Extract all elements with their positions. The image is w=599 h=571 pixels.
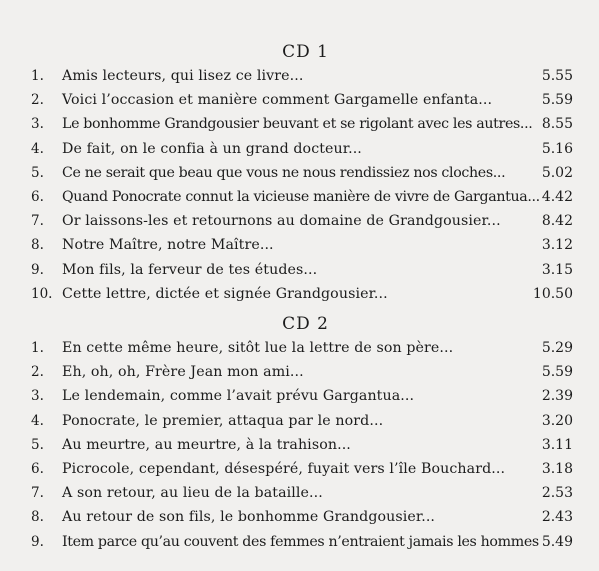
track-duration: 5.02 [541,164,573,181]
track-title: De fait, on le confia à un grand docteur... [62,140,362,157]
track-duration: 10.50 [532,285,573,302]
track-duration: 3.20 [541,412,573,429]
track-title: Picrocole, cependant, désespéré, fuyait vers l’île Bouchard... [62,460,506,477]
track-number: 3. [31,388,44,405]
track-number: 4. [31,412,44,429]
track-row [0,505,599,529]
track-title: Mon fils, la ferveur de tes études... [62,261,318,278]
track-title: Or laissons-les et retournons au domaine de Grandgousier... [62,213,501,230]
track-duration: 2.53 [541,485,573,502]
track-row [0,161,599,185]
track-row [0,233,599,257]
track-title: Le lendemain, comme l’avait prévu Gargantua... [62,388,415,405]
track-title: Au meurtre, au meurtre, à la trahison... [62,436,351,453]
track-duration: 5.29 [541,340,573,356]
track-row [0,384,599,408]
track-number: 7. [31,213,44,230]
track-duration: 5.59 [541,364,573,381]
track-row [0,64,599,88]
track-duration: 5.49 [541,533,573,550]
track-number: 7. [31,485,44,502]
track-row [0,88,599,112]
track-row [0,481,599,505]
track-number: 8. [31,237,44,254]
cd2-track-list [0,336,599,554]
track-number: 5. [31,164,44,181]
track-duration: 3.15 [541,261,573,278]
track-duration: 3.12 [541,237,573,254]
track-number: 9. [31,261,44,278]
track-number: 5. [31,436,44,453]
track-title: Ce ne serait que beau que vous ne nous rendissiez nos cloches... [62,164,506,181]
track-title: Eh, oh, oh, Frère Jean mon ami... [62,364,304,381]
track-number: 9. [31,533,44,550]
track-title: En cette même heure, sitôt lue la lettre de son père... [62,340,454,356]
track-row [0,137,599,161]
track-number: 1. [31,68,44,84]
track-row [0,282,599,306]
track-duration: 8.42 [541,213,573,230]
track-number: 8. [31,509,44,526]
track-number: 4. [31,140,44,157]
track-duration: 3.18 [541,460,573,477]
track-title: Amis lecteurs, qui lisez ce livre... [62,68,304,84]
track-row [0,433,599,457]
track-duration: 8.55 [541,116,573,133]
track-duration: 5.16 [541,140,573,157]
track-duration: 3.11 [541,436,573,453]
cd2-section [0,312,599,554]
track-number: 1. [31,340,44,356]
track-duration: 2.39 [541,388,573,405]
track-duration: 5.55 [541,68,573,84]
track-title: Item parce qu’au couvent des femmes n’entraient jamais les hommes [62,533,539,550]
track-title: Le bonhomme Grandgousier beuvant et se rigolant avec les autres... [62,116,533,133]
track-title: A son retour, au lieu de la bataille... [62,485,323,502]
track-title: Notre Maître, notre Maître... [62,237,274,254]
track-duration: 5.59 [541,92,573,109]
track-number: 2. [31,364,44,381]
track-number: 10. [31,285,53,302]
track-title: Au retour de son fils, le bonhomme Grandgousier... [62,509,436,526]
cd1-heading: CD 1 [282,42,329,62]
track-number: 3. [31,116,44,133]
track-row [0,336,599,360]
cd1-section [0,40,599,306]
track-row [0,209,599,233]
track-number: 6. [31,188,44,205]
track-duration: 4.42 [541,188,573,205]
track-title: Voici l’occasion et manière comment Gargamelle enfanta... [62,92,493,109]
track-title: Cette lettre, dictée et signée Grandgousier... [62,285,388,302]
track-row [0,112,599,136]
cd1-track-list [0,64,599,306]
track-row [0,258,599,282]
track-title: Ponocrate, le premier, attaqua par le nord... [62,412,384,429]
track-row [0,360,599,384]
track-duration: 2.43 [541,509,573,526]
track-row [0,409,599,433]
track-row [0,185,599,209]
track-row [0,530,599,554]
cd2-heading: CD 2 [282,314,329,334]
track-row [0,457,599,481]
track-number: 6. [31,460,44,477]
track-title: Quand Ponocrate connut la vicieuse manière de vivre de Gargantua... [62,188,540,205]
track-number: 2. [31,92,44,109]
